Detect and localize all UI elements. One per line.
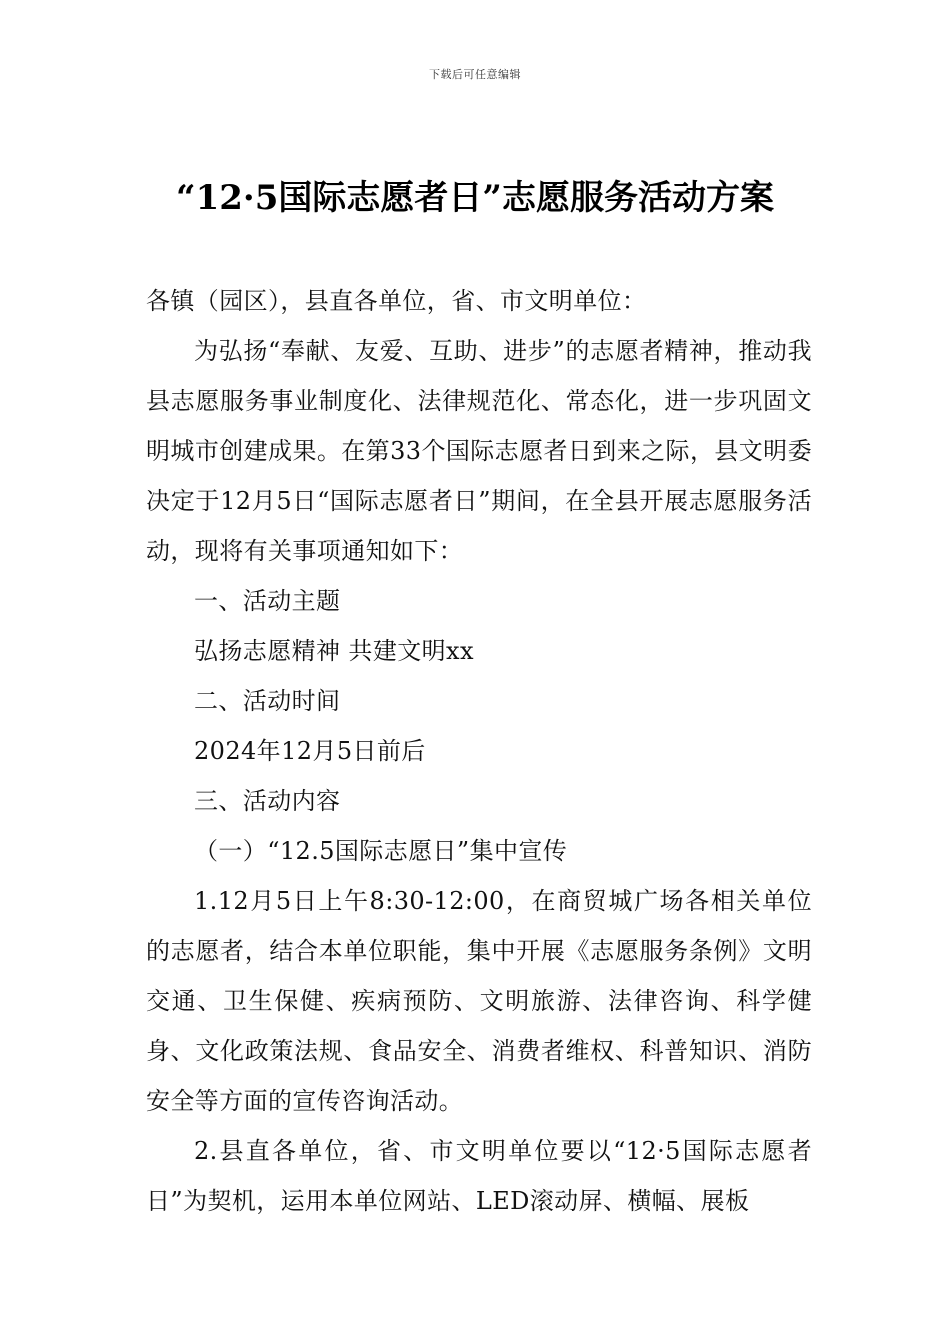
section-heading-time: 二、活动时间 — [194, 687, 341, 715]
salutation: 各镇（园区），县直各单位，省、市文明单位： — [146, 287, 647, 315]
document-body — [146, 276, 812, 1226]
section-heading-theme: 一、活动主题 — [194, 587, 341, 615]
item-paragraph-1: 1.12月5日上午8:30-12:00，在商贸城广场各相关单位的志愿者，结合本单位职能，集中开展《志愿服务条例》文明交通、卫生保健、疾病预防、文明旅游、法律咨询、科学健身、文化政策法规、食品安全、消费者维权、科普知识、消防安全等方面的宣传咨询活动。 — [146, 887, 812, 1115]
item-paragraph-2: 2.县直各单位，省、市文明单位要以“12·5国际志愿者日”为契机，运用本单位网站、LED滚动屏、横幅、展板 — [146, 1137, 812, 1215]
header-note: 下载后可任意编辑 — [429, 68, 521, 81]
intro-paragraph: 为弘扬“奉献、友爱、互助、进步”的志愿者精神，推动我县志愿服务事业制度化、法律规范化、常态化，进一步巩固文明城市创建成果。在第33个国际志愿者日到来之际，县文明委决定于12月5日“国际志愿者日”期间，在全县开展志愿服务活动，现将有关事项通知如下： — [146, 337, 812, 565]
section-heading-content: 三、活动内容 — [194, 787, 341, 815]
section-body-theme: 弘扬志愿精神 共建文明xx — [194, 637, 474, 665]
section-body-time: 2024年12月5日前后 — [194, 737, 426, 765]
subsection-heading-publicity: （一）“12.5国际志愿日”集中宣传 — [194, 837, 568, 865]
document-title: “12·5国际志愿者日”志愿服务活动方案 — [176, 178, 774, 218]
